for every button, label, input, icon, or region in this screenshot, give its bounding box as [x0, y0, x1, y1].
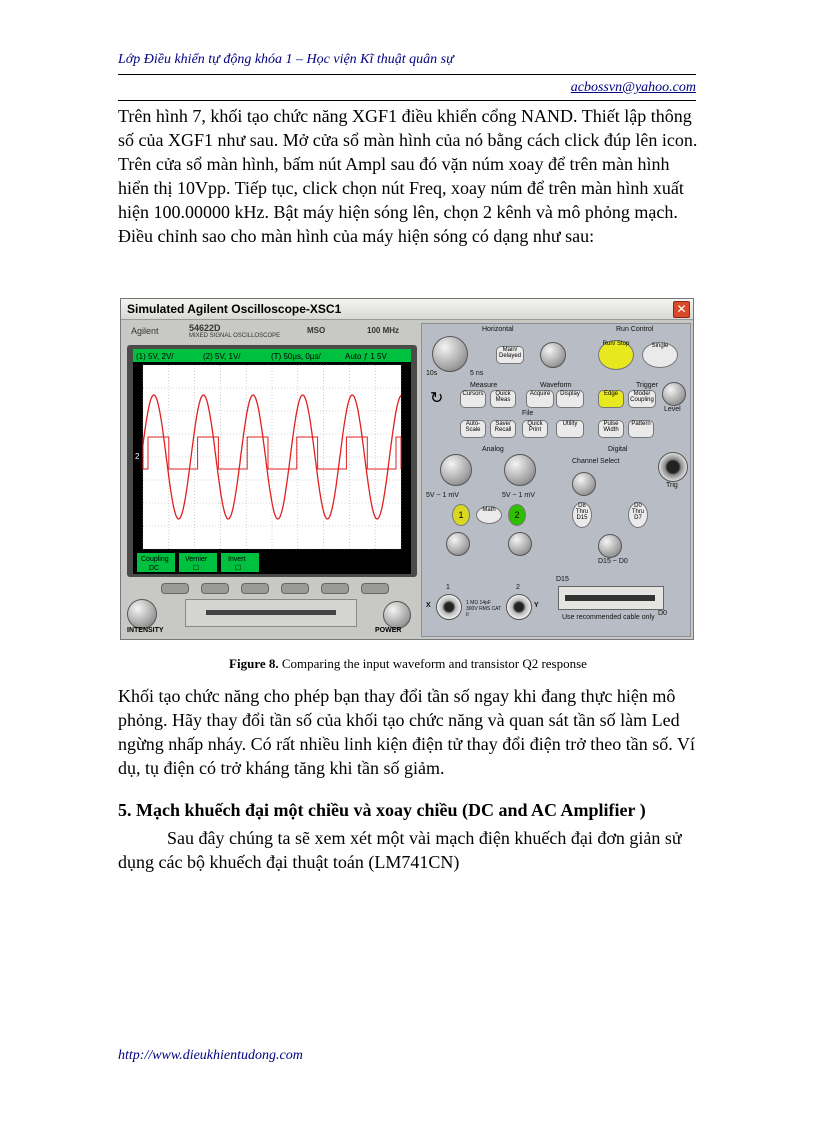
main-delayed-button[interactable]: Main/ Delayed	[496, 346, 524, 364]
softkey-button-1[interactable]	[161, 583, 189, 594]
cursors-button[interactable]: Cursors	[460, 390, 486, 408]
close-icon[interactable]: ✕	[673, 301, 690, 318]
horizontal-label: Horizontal	[482, 326, 514, 333]
utility-button[interactable]: Utility	[556, 420, 584, 438]
bandwidth-label: 100 MHz	[367, 326, 400, 335]
horizontal-unit-left: 10s	[426, 370, 438, 377]
input-spec-label: 1 MΩ 14pF 300V RMS CAT II	[466, 600, 502, 618]
scope-screen	[133, 349, 411, 574]
ch1-scale-knob[interactable]	[440, 454, 472, 486]
run-control-label: Run Control	[616, 326, 654, 333]
softkey-vernier-value: ☐	[193, 565, 200, 572]
header-title: Lớp Điều khiển tự động khóa 1 – Học viện Kĩ thuật quân sự	[118, 52, 454, 67]
softkey-button-3[interactable]	[241, 583, 269, 594]
x-label: X	[426, 602, 431, 609]
horizontal-position-knob[interactable]	[540, 342, 566, 368]
waveform-label: Waveform	[540, 382, 572, 389]
ch2-input-bnc[interactable]	[506, 594, 532, 620]
horizontal-unit-right: 5 ns	[470, 370, 484, 377]
status-ch2: (2) 5V, 1V/	[203, 352, 241, 361]
intensity-knob[interactable]	[127, 599, 157, 629]
ch2-button[interactable]: 2	[508, 504, 526, 526]
acquire-button[interactable]: Acquire	[526, 390, 554, 408]
status-ch1: (1) 5V, 2V/	[136, 352, 174, 361]
d0-label: D0	[658, 610, 667, 617]
input-1-label: 1	[446, 584, 450, 591]
horizontal-scale-knob[interactable]	[432, 336, 468, 372]
power-button[interactable]	[383, 601, 411, 629]
header-rule	[118, 74, 696, 75]
pulse-width-button[interactable]: Pulse Width	[598, 420, 624, 438]
digital-position-knob[interactable]	[598, 534, 622, 558]
floppy-drive	[185, 599, 357, 627]
softkey-button-4[interactable]	[281, 583, 309, 594]
window-titlebar	[121, 299, 693, 320]
caption-text: Comparing the input waveform and transistor Q2 response	[278, 656, 587, 671]
ch1-input-bnc[interactable]	[436, 594, 462, 620]
measure-label: Measure	[470, 382, 498, 389]
mode-coupling-button[interactable]: Mode/ Coupling	[628, 390, 656, 408]
d15-label: D15	[556, 576, 569, 583]
analog-label: Analog	[482, 446, 504, 453]
d8-d15-button[interactable]: D8 Thru D15	[572, 502, 592, 528]
control-panel	[421, 323, 691, 637]
floppy-slot	[206, 610, 336, 615]
math-button[interactable]: Math	[476, 506, 502, 524]
ch2-position-knob[interactable]	[508, 532, 532, 556]
level-label: Level	[664, 406, 681, 413]
digital-label: Digital	[608, 446, 628, 453]
trigger-label: Trigger	[636, 382, 658, 389]
display-button[interactable]: Display	[556, 390, 584, 408]
msb-label: MSO	[307, 326, 326, 335]
section-heading: 5. Mạch khuếch đại một chiều và xoay chiều (DC and AC Amplifier )	[118, 800, 646, 820]
file-label: File	[522, 410, 534, 417]
power-label: POWER	[375, 627, 402, 634]
softkey-vernier-label: Vernier	[185, 556, 208, 563]
header-email[interactable]: acbossvn@yahoo.com	[570, 80, 696, 95]
run-stop-button[interactable]: Run/ Stop	[598, 340, 634, 370]
ch1-scale-range: 5V ~ 1 mV	[426, 492, 459, 499]
edge-button[interactable]: Edge	[598, 390, 624, 408]
softkey-buttons	[161, 583, 411, 597]
trigger-level-knob[interactable]	[662, 382, 686, 406]
trig-input-label: Trig	[666, 482, 678, 489]
connector-pins	[565, 595, 655, 601]
undo-icon[interactable]: ↻	[430, 390, 444, 407]
digital-connector	[558, 586, 664, 610]
ground-marker: 2	[135, 452, 140, 461]
status-trigger: Auto ƒ 1 5V	[345, 352, 387, 361]
channel-select-label: Channel Select	[572, 458, 620, 465]
d15-d0-label: D15 ~ D0	[598, 558, 628, 565]
oscilloscope-figure	[120, 298, 694, 640]
model-number: 54622D	[189, 323, 221, 333]
brand-bar	[127, 323, 427, 341]
channel-select-knob[interactable]	[572, 472, 596, 496]
cable-warning: Use recommended cable only	[562, 614, 655, 621]
softkey-button-5[interactable]	[321, 583, 349, 594]
y-label: Y	[534, 602, 539, 609]
save-recall-button[interactable]: Save/ Recall	[490, 420, 516, 438]
softkey-invert-label: Invert	[228, 556, 246, 563]
paragraph-frequency: Khối tạo chức năng cho phép bạn thay đổi tần số ngay khi đang thực hiện mô phỏng. Hãy thay đổi tần số của khối tạo chức năng và quan sát tần số làm Led ngừng nhấp nháy. Có rất nhiều linh kiện điện tử thay đổi điện trở theo tần số. Ví dụ, tụ điện có trở kháng tăng khi tần số giảm.	[118, 686, 695, 778]
softkey-coupling-label: Coupling	[141, 556, 169, 563]
softkey-button-6[interactable]	[361, 583, 389, 594]
brand-name: Agilent	[131, 326, 159, 336]
trigger-input-bnc[interactable]	[658, 452, 688, 482]
ch1-position-knob[interactable]	[446, 532, 470, 556]
softkey-invert-value: ☐	[235, 565, 242, 572]
single-button[interactable]: Single	[642, 342, 678, 368]
d0-d7-button[interactable]: D0 Thru D7	[628, 502, 648, 528]
softkey-coupling-value: DC	[149, 565, 160, 572]
window-title: Simulated Agilent Oscilloscope-XSC1	[127, 302, 342, 316]
quick-print-button[interactable]: Quick Print	[522, 420, 548, 438]
paragraph-amplifier: Sau đây chúng ta sẽ xem xét một vài mạch điện khuếch đại đơn giản sử dụng các bộ khuếch đại thuật toán (LM741CN)	[118, 828, 682, 872]
status-timebase: (T) 50µs, 0µs/	[271, 352, 321, 361]
pattern-button[interactable]: Pattern	[628, 420, 654, 438]
ch2-scale-knob[interactable]	[504, 454, 536, 486]
footer-url[interactable]: http://www.dieukhientudong.com	[118, 1048, 303, 1063]
quick-meas-button[interactable]: Quick Meas	[490, 390, 516, 408]
header-rule-bottom	[118, 100, 696, 101]
figure-caption	[0, 656, 816, 672]
screen-bezel	[127, 345, 417, 577]
auto-scale-button[interactable]: Auto-Scale	[460, 420, 486, 438]
input-2-label: 2	[516, 584, 520, 591]
model-subtitle: MIXED SIGNAL OSCILLOSCOPE	[189, 333, 281, 339]
ch1-button[interactable]: 1	[452, 504, 470, 526]
paragraph-intro: Trên hình 7, khối tạo chức năng XGF1 điều khiển cổng NAND. Thiết lập thông số của XGF1 như sau. Mở cửa sổ màn hình của nó bằng cách click đúp lên icon. Trên cửa sổ màn hình, bấm nút Ampl sau đó vặn núm xoay để trên màn hình hiển thị 10Vpp. Tiếp tục, click chọn nút Freq, xoay núm để trên màn hình xuất hiện 100.00000 kHz. Bật máy hiện sóng lên, chọn 2 kênh và mô phỏng mạch. Điều chỉnh sao cho màn hình của máy hiện sóng có dạng như sau:	[118, 106, 698, 246]
caption-label: Figure 8.	[229, 656, 279, 671]
softkey-button-2[interactable]	[201, 583, 229, 594]
intensity-label: INTENSITY	[127, 627, 164, 634]
ch2-scale-range: 5V ~ 1 mV	[502, 492, 535, 499]
